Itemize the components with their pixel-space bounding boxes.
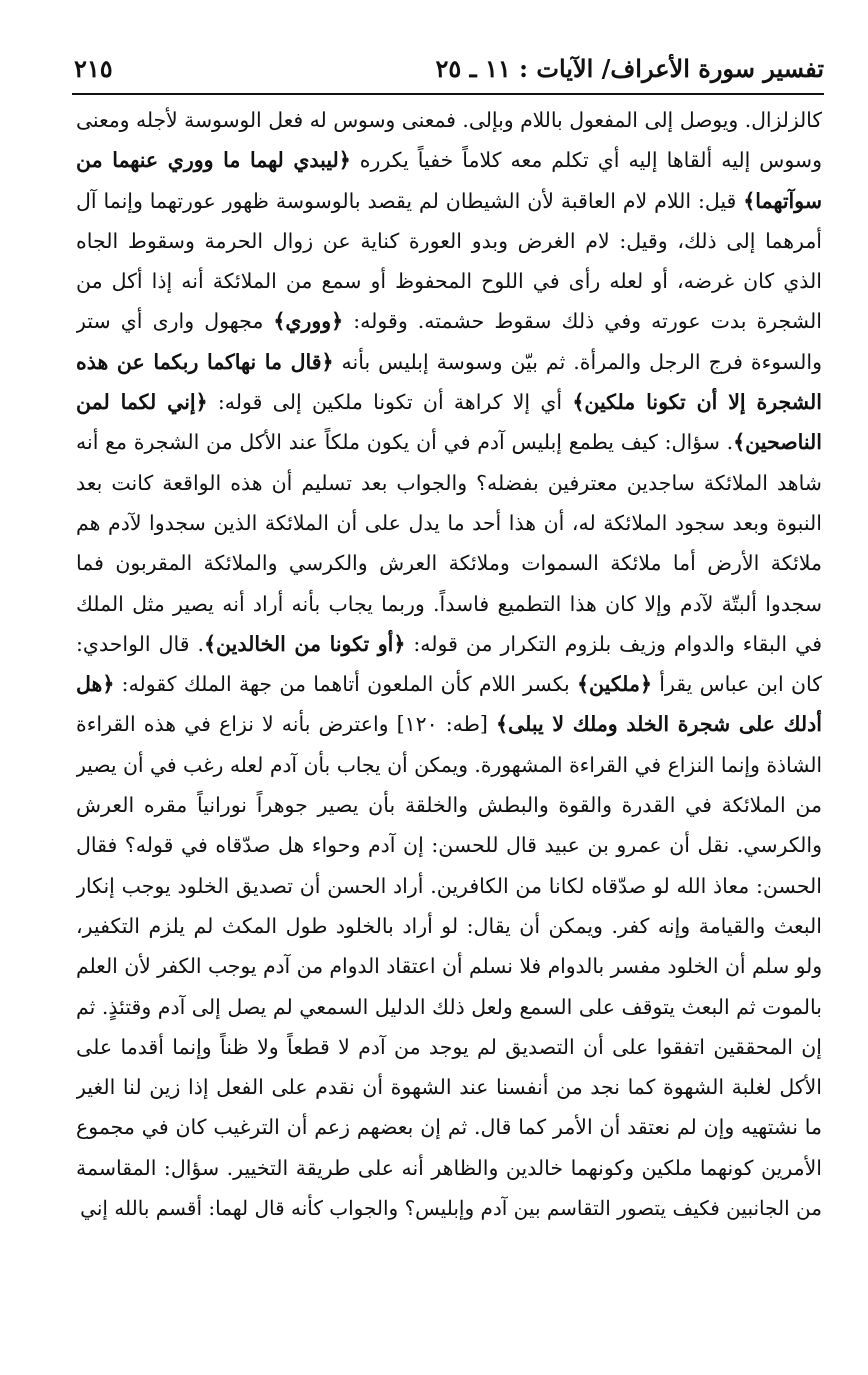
text-segment: أي إلا كراهة أن تكونا ملكين إلى قوله: <box>207 390 573 415</box>
text-line <box>76 785 822 825</box>
text-line <box>76 100 822 140</box>
text-segment: والكرسي. نقل أن عمرو بن عبيد قال للحسن: إن آدم وحواء هل صدّقاه في قوله؟ فقال <box>76 833 822 858</box>
text-segment: الأكل لغلبة الشهوة كما نجد من أنفسنا عند الشهوة أن نقدم على الفعل إذا زين لنا الغير <box>76 1075 822 1100</box>
text-segment: إن المحققين اتفقوا على أن التصديق لم يوجد من آدم لا قطعاً ولا ظناً وإنما أقدما على <box>76 1034 822 1059</box>
text-line <box>76 1067 822 1107</box>
text-segment: بكسر اللام كأن الملعون أتاهما من جهة الملك كقوله: <box>114 672 578 697</box>
quran-quote: أدلك على شجرة الخلد وملك لا يبلى﴾ <box>495 712 822 737</box>
text-segment: . سؤال: كيف يطمع إبليس آدم في أن يكون ملكاً عند الأكل من الشجرة مع أنه <box>76 430 734 455</box>
text-line <box>76 1188 822 1228</box>
page-header <box>72 54 824 92</box>
text-line <box>76 745 822 785</box>
text-line <box>76 1148 822 1188</box>
text-segment: الأمرين كونهما ملكين وكونهما خالدين والظاهر أنه على طريقة التخيير. سؤال: المقاسمة <box>76 1155 822 1180</box>
quran-quote: ﴿ووري﴾ <box>273 309 344 334</box>
text-line <box>76 543 822 583</box>
running-title: تفسير سورة الأعراف/ الآيات : ١١ ـ ٢٥ <box>435 54 824 83</box>
text-segment: من الجانبين فكيف يتصور التقاسم بين آدم وإبليس؟ والجواب كأنه قال لهما: أقسم بالله إني <box>80 1196 822 1221</box>
text-segment: مجهول وارى أي ستر <box>76 309 274 334</box>
text-segment: في البقاء والدوام وزيف بلزوم التكرار من قوله: <box>405 631 822 656</box>
text-line <box>76 301 822 341</box>
text-line <box>76 181 822 221</box>
quran-quote: ﴿قال ما نهاكما ربكما عن هذه <box>76 349 334 374</box>
quran-quote: ﴿هل <box>76 672 115 697</box>
text-segment: من الملائكة في القدرة والقوة والبطش والخلقة بأن يصير جوهراً نورانياً مقره العرش <box>76 793 822 818</box>
text-segment: ما نشتهيه وإن لم نعتقد أن الأمر كما قال. ثم إن بعضهم زعم أن الترغيب كان في مجموع <box>76 1115 822 1140</box>
text-line <box>76 584 822 624</box>
page-number: ٢١٥ <box>74 54 113 83</box>
text-line <box>76 987 822 1027</box>
quran-quote: ﴿ملكين﴾ <box>577 672 652 697</box>
text-line <box>76 261 822 301</box>
text-line <box>76 866 822 906</box>
quran-quote: الناصحين﴾ <box>733 430 822 455</box>
text-segment: بالموت ثم البعث يتوقف على السمع ولعل ذلك الدليل السمعي لم يصل إلى آدم وقتئذٍ. ثم <box>76 994 822 1019</box>
text-line <box>76 906 822 946</box>
text-line <box>76 1027 822 1067</box>
text-segment: قيل: اللام لام العاقبة لأن الشيطان لم يقصد بالوسوسة ظهور عورتهما وإنما آل <box>76 188 744 213</box>
text-segment: والسوءة فرج الرجل والمرأة. ثم بيّن وسوسة إبليس بأنه <box>333 349 822 374</box>
text-segment: كالزلزال. ويوصل إلى المفعول باللام وبإلى. فمعنى وسوس له فعل الوسوسة لأجله ومعنى <box>76 108 822 132</box>
text-line <box>76 704 822 744</box>
text-line <box>76 946 822 986</box>
text-segment: . قال الواحدي: <box>76 631 205 656</box>
text-segment: الشاذة وإنما النزاع في القراءة المشهورة. ويمكن أن يجاب بأن آدم لعله رغب في أن يصير <box>76 752 822 777</box>
text-segment: النبوة وبعد سجود الملائكة له، أن هذا أحد ما يدل على أن الملائكة الذين سجدوا لآدم هم <box>76 510 822 535</box>
text-segment: وسوس إليه ألقاها إليه أي تكلم معه كلاماً خفياً يكرره <box>350 148 822 173</box>
text-line <box>76 422 822 462</box>
text-line <box>76 140 822 180</box>
text-line <box>76 825 822 865</box>
text-line <box>76 221 822 261</box>
text-line <box>76 342 822 382</box>
body-text <box>76 100 822 1228</box>
text-segment: شاهد الملائكة ساجدين معترفين بفضله؟ والجواب بعد تسليم أن هذه الواقعة كانت بعد <box>76 470 822 495</box>
header-rule <box>72 93 824 95</box>
text-segment: ملائكة الأرض أما ملائكة السموات وملائكة العرش والكرسي والملائكة المقربون فما <box>76 551 822 576</box>
text-segment: الشجرة بدت عورته وفي ذلك سقوط حشمته. وقوله: <box>343 309 822 334</box>
text-segment: كان ابن عباس يقرأ <box>651 672 822 697</box>
text-segment: البعث والقيامة وإنه كفر. ويمكن أن يقال: لو أراد بالخلود طول المكث لم يلزم التكفير، <box>76 913 822 938</box>
quran-quote: الشجرة إلا أن تكونا ملكين﴾ <box>572 390 822 415</box>
quran-quote: ﴿أو تكونا من الخالدين﴾ <box>204 631 406 656</box>
text-line <box>76 503 822 543</box>
text-line <box>76 1107 822 1147</box>
text-line <box>76 463 822 503</box>
text-line <box>76 664 822 704</box>
text-segment: ولو سلم أن الخلود مفسر بالدوام فلا نسلم أن اعتقاد الدوام من آدم يوجب الكفر لأن العلم <box>76 954 822 979</box>
quran-quote: ﴿ليبدي لهما ما ووري عنهما من <box>76 148 351 173</box>
text-segment: الذي كان غرضه، أو لعله رأى في اللوح المحفوظ أو سمع من الملائكة أنه إذا أكل من <box>76 269 822 294</box>
text-line <box>76 382 822 422</box>
text-segment: سجدوا ألبتّة لآدم وإلا كان هذا التطميع فاسداً. وربما يجاب بأنه أراد أنه يصير مثل الملك <box>76 591 822 616</box>
text-segment: الحسن: معاذ الله لو صدّقاه لكانا من الكافرين. أراد الحسن أن تصديق الخلود يوجب إنكار <box>76 873 822 898</box>
text-line <box>76 624 822 664</box>
quran-quote: ﴿إني لكما لمن <box>76 390 208 415</box>
text-segment: [طه: ١٢٠] واعترض بأنه لا نزاع في هذه القراءة <box>76 712 496 737</box>
text-segment: أمرهما إلى ذلك، وقيل: لام الغرض وبدو العورة كناية عن زوال الحرمة وسقوط الجاه <box>76 228 822 253</box>
quran-quote: سوآتهما﴾ <box>743 188 822 213</box>
